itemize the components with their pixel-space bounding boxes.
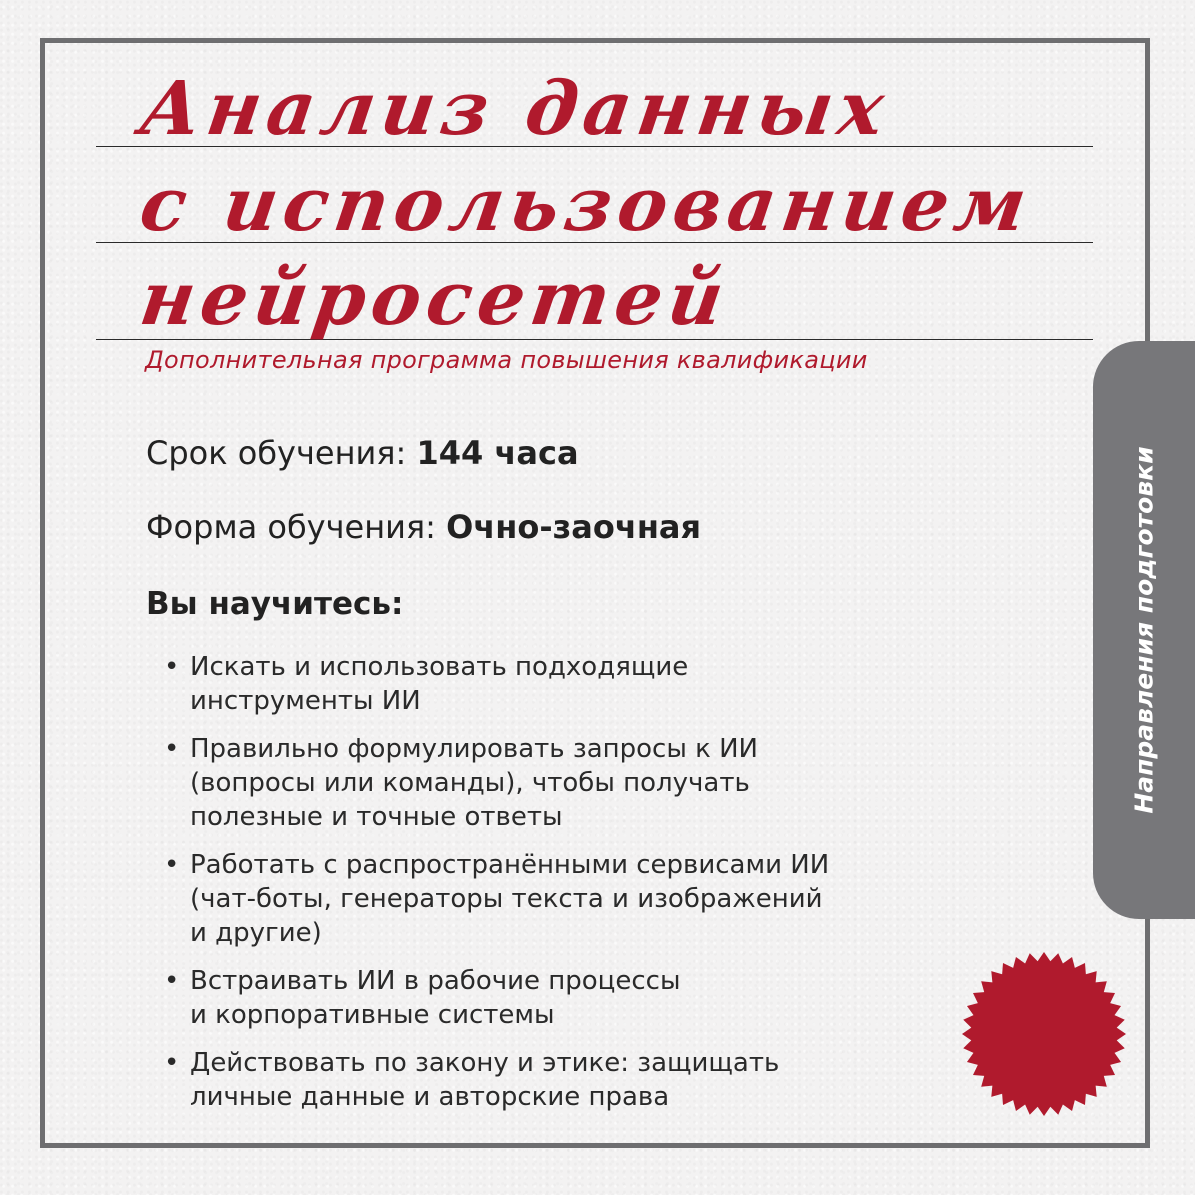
title-line-2: с использованием	[135, 162, 1038, 248]
duration-info	[146, 434, 579, 472]
list-item	[150, 848, 950, 950]
bullet-dot-icon: •	[164, 652, 180, 682]
bullet-dot-icon: •	[164, 1048, 180, 1078]
seal-shape	[962, 952, 1126, 1116]
duration-label: Срок обучения:	[146, 434, 407, 472]
list-item	[150, 1046, 950, 1114]
title-line-3: нейросетей	[135, 256, 735, 342]
learn-list	[150, 650, 950, 1128]
program-subtitle: Дополнительная программа повышения квалификации	[145, 346, 868, 374]
list-item-text: Встраивать ИИ в рабочие процессы и корпоративные системы	[190, 966, 681, 1030]
learn-heading: Вы научитесь:	[146, 586, 404, 622]
directions-tab-label: Направления подготовки	[1129, 446, 1159, 814]
duration-value: 144 часа	[416, 434, 579, 472]
form-label: Форма обучения:	[146, 508, 436, 546]
list-item-text: Искать и использовать подходящие инструменты ИИ	[190, 652, 689, 716]
list-item-text: Действовать по закону и этике: защищать личные данные и авторские права	[190, 1048, 780, 1112]
list-item-text: Работать с распространёнными сервисами ИИ (чат-боты, генераторы текста и изображений и другие)	[190, 850, 830, 948]
list-item	[150, 650, 950, 718]
list-item-text: Правильно формулировать запросы к ИИ (вопросы или команды), чтобы получать полезные и точные ответы	[190, 734, 759, 832]
directions-tab[interactable]	[1093, 341, 1195, 919]
bullet-dot-icon: •	[164, 734, 180, 764]
list-item	[150, 732, 950, 834]
form-value: Очно-заочная	[446, 508, 702, 546]
form-info	[146, 508, 701, 546]
red-seal-icon	[961, 951, 1127, 1117]
bullet-dot-icon: •	[164, 850, 180, 880]
list-item	[150, 964, 950, 1032]
title-line-1: Анализ данных	[135, 66, 896, 152]
bullet-dot-icon: •	[164, 966, 180, 996]
